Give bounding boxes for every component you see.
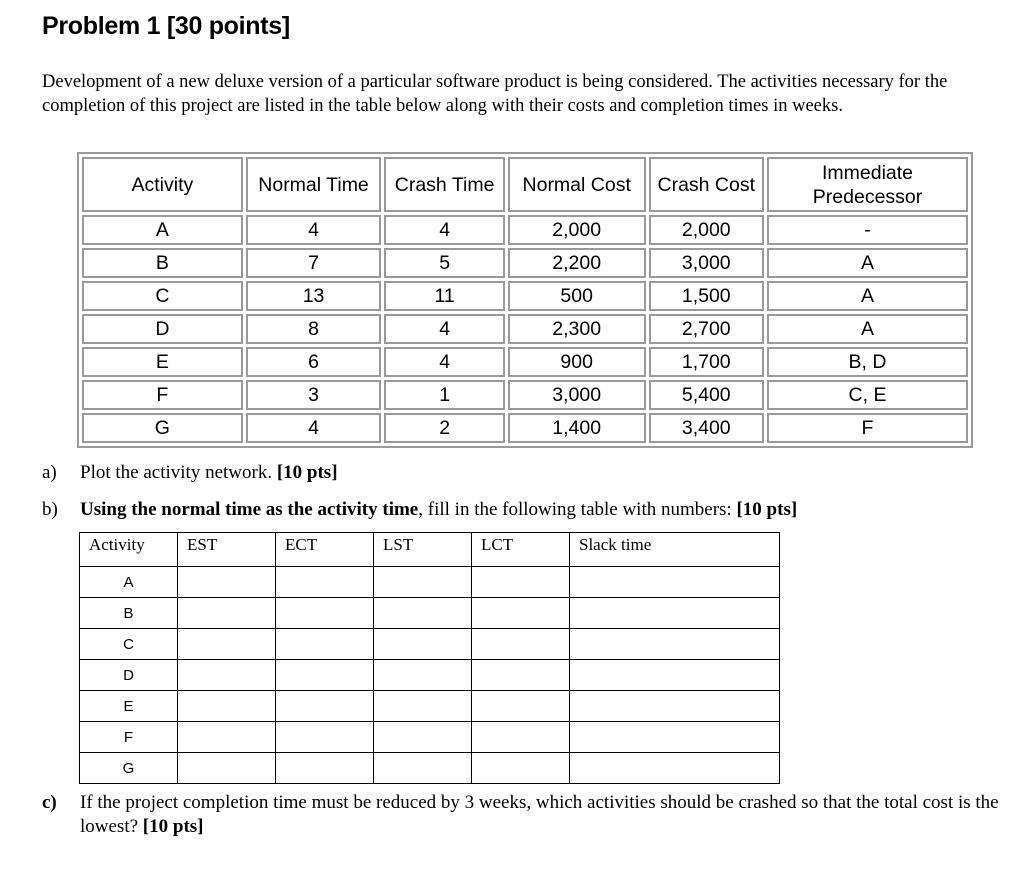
schedule-table: [79, 532, 780, 784]
header-activity: Activity: [80, 533, 178, 567]
cell-est-blank[interactable]: [178, 567, 276, 598]
cell-normal-cost: 2,000: [508, 215, 646, 245]
cell-predecessor: -: [767, 215, 968, 245]
header-normal-time: Normal Time: [246, 157, 382, 212]
cell-lct-blank[interactable]: [472, 598, 570, 629]
cell-normal-time: 13: [246, 281, 382, 311]
cell-est-blank[interactable]: [178, 629, 276, 660]
schedule-row: [80, 567, 780, 598]
cell-lct-blank[interactable]: [472, 691, 570, 722]
question-c-points: [10 pts]: [142, 816, 204, 837]
header-immediate-predecessor: Immediate Predecessor: [767, 157, 968, 212]
schedule-row: [80, 691, 780, 722]
cell-est-blank[interactable]: [178, 598, 276, 629]
cell-ect-blank[interactable]: [276, 753, 374, 784]
question-b-bold-text: Using the normal time as the activity time: [80, 499, 419, 520]
cell-ect-blank[interactable]: [276, 691, 374, 722]
cell-lct-blank[interactable]: [472, 722, 570, 753]
cell-activity: E: [82, 347, 243, 377]
question-a: [42, 461, 338, 485]
cell-crash-cost: 2,000: [649, 215, 765, 245]
cell-activity: G: [82, 413, 243, 443]
cell-normal-cost: 3,000: [508, 380, 646, 410]
cell-ect-blank[interactable]: [276, 567, 374, 598]
cell-slack-time-blank[interactable]: [570, 722, 780, 753]
question-a-points: [10 pts]: [276, 462, 338, 483]
cell-lst-blank[interactable]: [374, 660, 472, 691]
cell-crash-time: 2: [384, 413, 505, 443]
cell-normal-cost: 2,300: [508, 314, 646, 344]
cell-slack-time-blank[interactable]: [570, 691, 780, 722]
problem-title: Problem 1 [30 points]: [42, 12, 290, 40]
question-b-points: [10 pts]: [736, 499, 798, 520]
question-b-text: , fill in the following table with numbers:: [418, 499, 732, 520]
cell-lst-blank[interactable]: [374, 722, 472, 753]
question-b-label: b): [42, 499, 58, 520]
header-crash-cost: Crash Cost: [649, 157, 765, 212]
cell-predecessor: A: [767, 314, 968, 344]
schedule-row: [80, 722, 780, 753]
cell-crash-cost: 5,400: [649, 380, 765, 410]
question-c-label: c): [42, 792, 57, 813]
cell-activity: D: [82, 314, 243, 344]
cell-lct-blank[interactable]: [472, 753, 570, 784]
question-c-text: If the project completion time must be reduced by 3 weeks, which activities should be crashed so that the total cost is the lowest?: [80, 792, 999, 837]
cell-activity: G: [80, 753, 178, 784]
cell-lst-blank[interactable]: [374, 598, 472, 629]
cell-crash-cost: 3,000: [649, 248, 765, 278]
cell-slack-time-blank[interactable]: [570, 660, 780, 691]
cell-crash-time: 5: [384, 248, 505, 278]
header-activity: Activity: [82, 157, 243, 212]
cell-est-blank[interactable]: [178, 660, 276, 691]
activity-row: [82, 215, 968, 245]
question-c-body: [80, 791, 1000, 839]
cell-crash-time: 11: [384, 281, 505, 311]
cell-ect-blank[interactable]: [276, 660, 374, 691]
cell-normal-time: 3: [246, 380, 382, 410]
cell-activity: F: [82, 380, 243, 410]
activity-table: [77, 152, 973, 448]
cell-crash-cost: 1,700: [649, 347, 765, 377]
cell-normal-time: 8: [246, 314, 382, 344]
cell-activity: B: [82, 248, 243, 278]
cell-ect-blank[interactable]: [276, 629, 374, 660]
cell-activity: E: [80, 691, 178, 722]
cell-predecessor: A: [767, 281, 968, 311]
cell-lst-blank[interactable]: [374, 753, 472, 784]
activity-table-header: [82, 157, 968, 212]
cell-lct-blank[interactable]: [472, 567, 570, 598]
cell-est-blank[interactable]: [178, 722, 276, 753]
schedule-table-header: [80, 533, 780, 567]
header-ect: ECT: [276, 533, 374, 567]
question-a-label: a): [42, 462, 57, 483]
cell-normal-time: 7: [246, 248, 382, 278]
cell-activity: C: [80, 629, 178, 660]
cell-crash-cost: 3,400: [649, 413, 765, 443]
cell-slack-time-blank[interactable]: [570, 598, 780, 629]
header-slack-time: Slack time: [570, 533, 780, 567]
cell-crash-time: 4: [384, 215, 505, 245]
cell-activity: A: [82, 215, 243, 245]
cell-lst-blank[interactable]: [374, 567, 472, 598]
cell-normal-cost: 1,400: [508, 413, 646, 443]
cell-est-blank[interactable]: [178, 753, 276, 784]
cell-predecessor: A: [767, 248, 968, 278]
cell-normal-time: 4: [246, 215, 382, 245]
cell-lct-blank[interactable]: [472, 660, 570, 691]
cell-ect-blank[interactable]: [276, 598, 374, 629]
cell-lct-blank[interactable]: [472, 629, 570, 660]
cell-activity: B: [80, 598, 178, 629]
cell-crash-time: 4: [384, 347, 505, 377]
header-est: EST: [178, 533, 276, 567]
cell-est-blank[interactable]: [178, 691, 276, 722]
schedule-row: [80, 629, 780, 660]
cell-normal-time: 6: [246, 347, 382, 377]
cell-slack-time-blank[interactable]: [570, 567, 780, 598]
schedule-row: [80, 598, 780, 629]
header-crash-time: Crash Time: [384, 157, 505, 212]
activity-row: [82, 314, 968, 344]
header-normal-cost: Normal Cost: [508, 157, 646, 212]
cell-normal-cost: 500: [508, 281, 646, 311]
cell-crash-cost: 1,500: [649, 281, 765, 311]
question-c: [42, 791, 1002, 837]
activity-row: [82, 248, 968, 278]
cell-activity: A: [80, 567, 178, 598]
cell-predecessor: F: [767, 413, 968, 443]
cell-activity: D: [80, 660, 178, 691]
activity-row: [82, 347, 968, 377]
header-lst: LST: [374, 533, 472, 567]
activity-row: [82, 380, 968, 410]
cell-lst-blank[interactable]: [374, 691, 472, 722]
cell-normal-cost: 2,200: [508, 248, 646, 278]
problem-description: Development of a new deluxe version of a particular software product is being considered. The activities necessary for the completion of this project are listed in the table below along with their costs and completion times in weeks.: [42, 72, 948, 116]
cell-normal-time: 4: [246, 413, 382, 443]
schedule-row: [80, 660, 780, 691]
cell-crash-time: 4: [384, 314, 505, 344]
header-lct: LCT: [472, 533, 570, 567]
activity-row: [82, 281, 968, 311]
cell-predecessor: B, D: [767, 347, 968, 377]
cell-crash-time: 1: [384, 380, 505, 410]
cell-predecessor: C, E: [767, 380, 968, 410]
cell-normal-cost: 900: [508, 347, 646, 377]
cell-slack-time-blank[interactable]: [570, 629, 780, 660]
activity-row: [82, 413, 968, 443]
cell-lst-blank[interactable]: [374, 629, 472, 660]
cell-crash-cost: 2,700: [649, 314, 765, 344]
question-b: [42, 498, 797, 522]
cell-activity: F: [80, 722, 178, 753]
cell-slack-time-blank[interactable]: [570, 753, 780, 784]
question-a-text: Plot the activity network.: [80, 462, 273, 483]
cell-ect-blank[interactable]: [276, 722, 374, 753]
cell-activity: C: [82, 281, 243, 311]
schedule-row: [80, 753, 780, 784]
